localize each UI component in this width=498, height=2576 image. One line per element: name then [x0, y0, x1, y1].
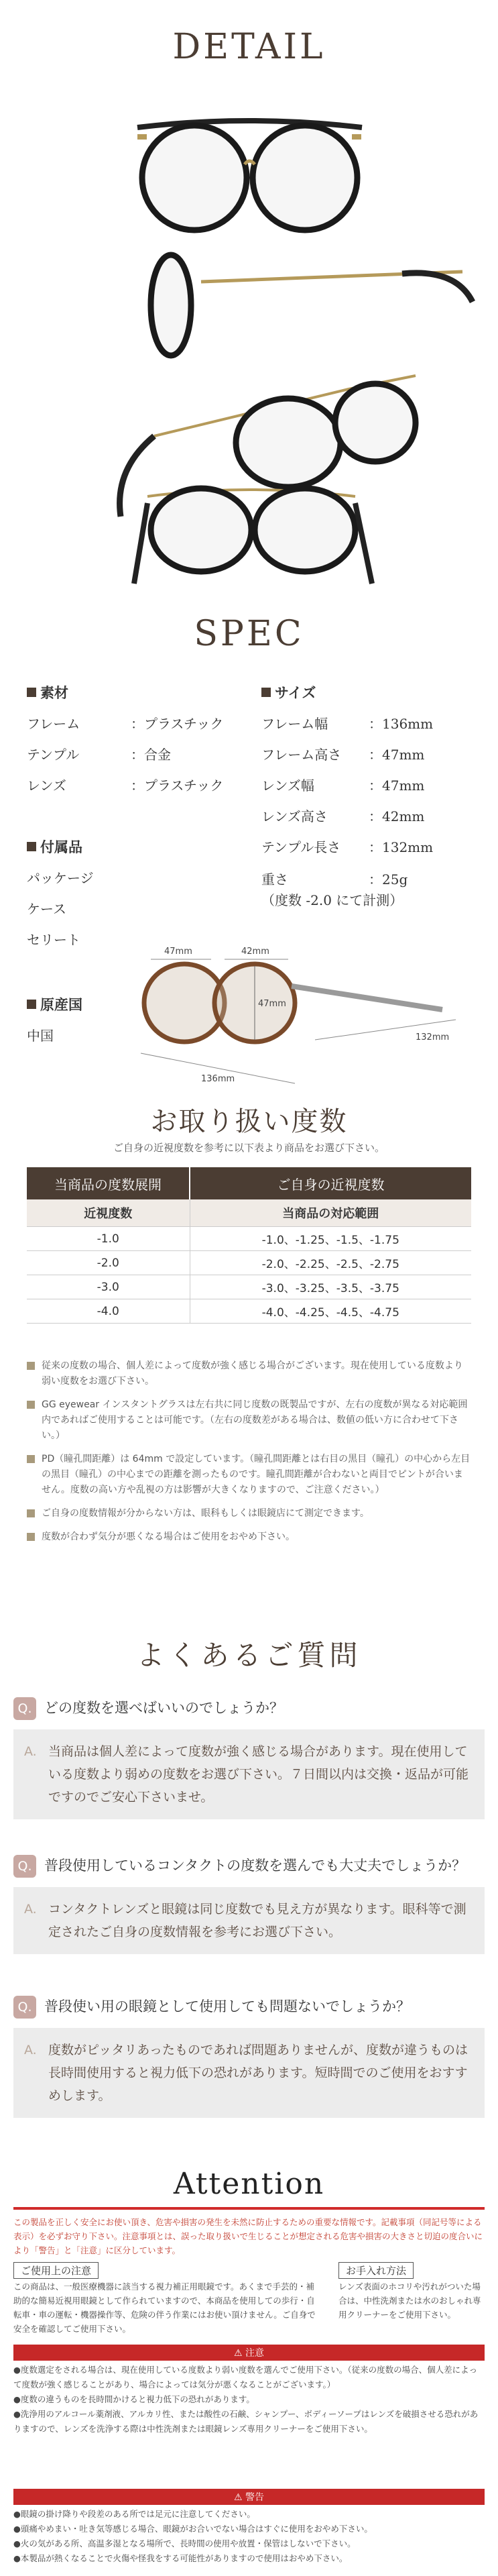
note-item: GG eyewear インスタントグラスは左右共に同じ度数の既製品ですが、左右の度数が異なる対応範囲内であればご使用することは可能です。（左右の度数差がある場合は、数値の低い方に合わせて下さい。）: [27, 1397, 471, 1444]
caution-bar: ⚠ 注意: [13, 2345, 485, 2361]
usage-label: ご使用上の注意: [13, 2262, 99, 2279]
faq-question: 普段使い用の眼鏡として使用しても問題ないでしょうか？: [44, 1998, 410, 2015]
lens-width-label: 47mm: [164, 947, 192, 957]
faq-question: どの度数を選べばいいのでしょうか？: [44, 1700, 284, 1716]
spec-row: フレーム ：プラスチック: [27, 716, 224, 732]
degree-notes: [27, 1358, 471, 1553]
note-item: ご自身の度数情報が分からない方は、眼科もしくは眼鏡店にて測定できます。: [27, 1506, 471, 1521]
note-item: 度数が合わず気分が悪くなる場合はご使用をおやめ下さい。: [27, 1529, 471, 1545]
answer-badge: A.: [24, 1902, 37, 1917]
caution-item: ●度数選定をされる場合は、現在使用している度数より弱い度数を選んでご使用下さい。（従来の度数の場合、個人差によって度数が強く感じることがあり、場合によっては気分が悪くなることがございます。）: [13, 2365, 478, 2390]
attention-intro: この製品を正しく安全にお使い頂き、危害や損害の発生を未然に防止するための重要な情報です。記載事項（同記号等による表示）を必ずお守り下さい。注意事項とは、誤った取り扱いで生じることが想定される危害や損害の大きさと切迫の度合いにより「警告」と「注意」に区分しています。: [13, 2217, 483, 2255]
spec-material: [27, 678, 248, 801]
accessory-item: ケース: [27, 901, 66, 917]
caution-list: [13, 2363, 485, 2436]
faq-answer: コンタクトレンズと眼鏡は同じ度数でも見え方が異なります。眼科等で測定されたご自身の度数情報を参考にお選び下さい。: [48, 1902, 466, 1939]
usage-text: この商品は、一般医療機器に該当する視力補正用眼鏡です。あくまで手芸的・補助的な簡易近視用眼鏡として作られていますので、本商品を使用しての歩行・自転車・車の運転・機器操作等、危険の伴う作業にはお使い頂けません。ご自身で安全を確認してご使用下さい。: [13, 2282, 316, 2334]
accessory-item: パッケージ: [27, 870, 94, 886]
size-diagram: [127, 932, 476, 1093]
square-bullet-icon: [27, 1509, 35, 1517]
detail-title: DETAIL: [172, 27, 326, 67]
degree-table: [27, 1167, 471, 1324]
table-header: 当商品の度数展開: [27, 1167, 190, 1199]
answer-badge: A.: [24, 1744, 37, 1759]
degree-section-title: お取り扱い度数: [150, 1106, 348, 1137]
table-row: -2.0 -2.0、-2.25、-2.5、-2.75: [27, 1251, 471, 1275]
weight-note: （度数 -2.0 にて計測）: [261, 892, 403, 908]
faq-answer: 度数がピッタリあったものであれば問題ありませんが、度数が違うものは長時間使用すると視力低下の恐れがあります。短時間でのご使用をおすすめします。: [48, 2043, 469, 2103]
origin-heading: 原産国: [40, 996, 82, 1013]
frame-width-label: 136mm: [201, 1074, 235, 1084]
size-heading: サイズ: [275, 684, 316, 701]
attention-title: Attention: [173, 2167, 325, 2201]
size-row: レンズ幅 ：47mm: [261, 777, 425, 794]
size-row: フレーム幅 ：136mm: [261, 716, 434, 732]
table-row: -1.0 -1.0、-1.25、-1.5、-1.75: [27, 1227, 471, 1251]
table-subheader: 当商品の対応範囲: [190, 1199, 471, 1227]
warning-item: ●眼鏡の掛け降りや段差のある所では足元に注意してください。: [13, 2509, 255, 2519]
table-header: ご自身の近視度数: [190, 1167, 471, 1199]
accessory-item: セリート: [27, 932, 80, 948]
size-row: 重さ ：25g: [261, 871, 408, 888]
glasses-front-photo: [137, 121, 362, 230]
faq-question: 普段使用しているコンタクトの度数を選んでも大丈夫でしょうか？: [44, 1858, 466, 1874]
answer-badge: A.: [24, 2043, 37, 2057]
bridge-label: 42mm: [241, 947, 269, 957]
warning-item: ●本製品が熱くなることで火傷や怪我をする可能性がありますので使用はおやめ下さい。: [13, 2553, 348, 2563]
material-heading: 素材: [40, 684, 68, 701]
faq-item: [13, 1996, 485, 2118]
care-method-text: レンズ表面のホコリや汚れがついた場合は、中性洗剤または水のおしゃれ専用クリーナーをご使用下さい。: [338, 2282, 481, 2320]
spec-size: [261, 678, 489, 910]
table-row: -3.0 -3.0、-3.25、-3.5、-3.75: [27, 1275, 471, 1299]
question-badge: Q.: [13, 1996, 36, 2019]
size-row: レンズ高さ ：42mm: [261, 808, 425, 824]
temple-length-label: 132mm: [416, 1032, 450, 1042]
faq-item: [13, 1697, 485, 1819]
glasses-photos: [0, 87, 498, 597]
table-subheader: 近視度数: [27, 1199, 190, 1227]
square-bullet-icon: [27, 1455, 35, 1463]
spec-origin: [27, 989, 127, 1051]
note-item: PD（瞳孔間距離）は 64mm で設定しています。（瞳孔間距離とは右目の黒目（瞳孔）の中心から左目の黒目（瞳孔）の中心までの距離を測ったものです。瞳孔間距離が合わないと両目でピントが合いません。度数の高い方や乱視の方は影響が大きくなりますので、ご注意ください。）: [27, 1452, 471, 1498]
accessories-heading: 付属品: [40, 839, 82, 855]
caution-item: ●度数の違うものを長時間かけると視力低下の恐れがあります。: [13, 2394, 255, 2404]
square-bullet-icon: [27, 688, 36, 697]
caution-item: ●洗浄用のアルコール薬剤液、アルカリ性、または酸性の石鹸、シャンプー、ボディーソープはレンズを破損させる恐れがありますので、レンズを洗浄する際は中性洗剤または眼鏡レンズ専用クリーナーをご使用下さい。: [13, 2409, 479, 2434]
square-bullet-icon: [27, 1401, 35, 1409]
faq-item: [13, 1855, 485, 1954]
faq-answer: 当商品は個人差によって度数が強く感じる場合があります。現在使用している度数より弱めの度数をお選び下さい。７日間以内は交換・返品が可能ですのでご安心下さいませ。: [48, 1744, 469, 1805]
question-badge: Q.: [13, 1697, 36, 1720]
square-bullet-icon: [27, 1362, 35, 1370]
table-row: -4.0 -4.0、-4.25、-4.5、-4.75: [27, 1299, 471, 1324]
square-bullet-icon: [27, 1533, 35, 1541]
faq-title: よくあるご質問: [136, 1639, 362, 1672]
glasses-side-photo: [151, 255, 473, 356]
origin-value: 中国: [27, 1028, 54, 1044]
care-method-label: お手入れ方法: [338, 2262, 414, 2279]
glasses-folded-photo: [134, 488, 372, 584]
spec-title: SPEC: [194, 614, 304, 654]
table-subheader-row: [27, 1199, 471, 1227]
question-badge: Q.: [13, 1855, 36, 1878]
square-bullet-icon: [27, 1000, 36, 1009]
warning-item: ●火の気がある所、高温多湿となる場所で、長時間の使用や放置・保管はしないで下さい。: [13, 2538, 356, 2548]
square-bullet-icon: [27, 842, 36, 851]
warning-item: ●頭痛やめまい・吐き気等感じる場合、眼鏡がお合いでない場合はすぐに使用をおやめ下さい。: [13, 2524, 373, 2534]
degree-section-subtitle: ご自身の近視度数を参考に以下表より商品をお選び下さい。: [113, 1142, 385, 1154]
spec-row: テンプル ：合金: [27, 747, 171, 763]
size-row: フレーム高さ ：47mm: [261, 747, 425, 763]
warning-list: [13, 2507, 485, 2566]
spec-row: レンズ ：プラスチック: [27, 777, 224, 794]
attention-divider: [13, 2207, 485, 2210]
warning-bar: ⚠ 警告: [13, 2489, 485, 2505]
table-header-row: [27, 1167, 471, 1199]
square-bullet-icon: [261, 688, 271, 697]
note-item: 従来の度数の場合、個人差によって度数が強く感じる場合がございます。現在使用している度数より弱い度数をお選び下さい。: [27, 1358, 471, 1389]
size-row: テンプル長さ ：132mm: [261, 839, 434, 855]
frame-height-label: 47mm: [258, 999, 286, 1009]
